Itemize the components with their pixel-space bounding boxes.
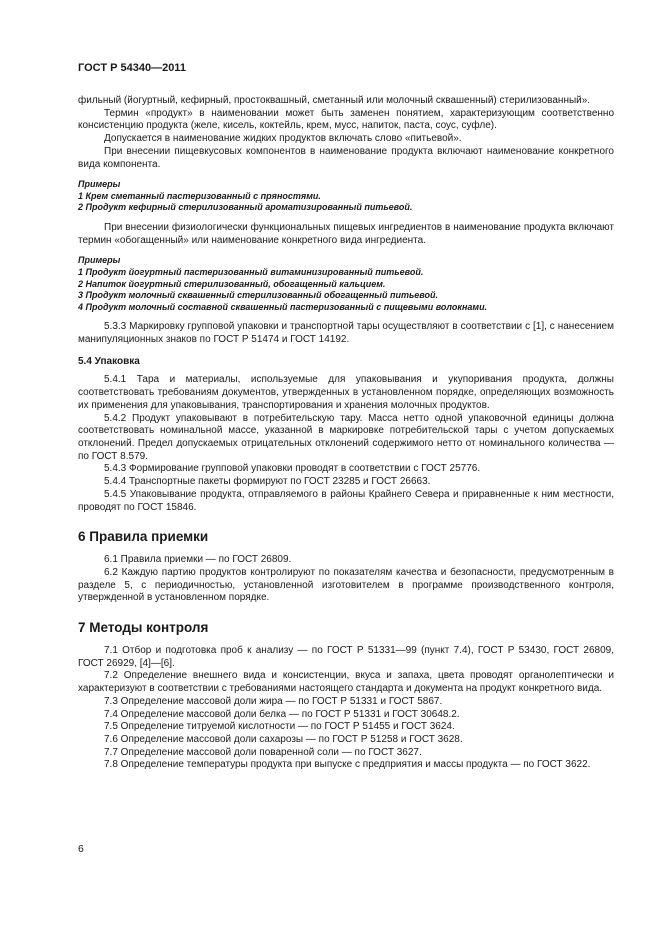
paragraph: 5.4.5 Упаковывание продукта, отправляемого в районы Крайнего Севера и приравненные к ним местности, проводят по ГОСТ 15846.	[78, 488, 614, 513]
examples-title: Примеры	[78, 179, 121, 190]
paragraph: 6.1 Правила приемки — по ГОСТ 26809.	[104, 554, 292, 566]
paragraph: При внесении пищевкусовых компонентов в наименование продукта включают наименование конкретного вида компонента.	[78, 145, 614, 170]
example-item: 4 Продукт молочный составной сквашенный пастеризованный с пищевыми волокнами.	[78, 301, 488, 312]
paragraph: 5.4.1 Тара и материалы, используемые для упаковывания и укупоривания продукта, должны соответствовать требованиям документов, утвержденных в установленном порядке, определяющих возможность их применения для упаковывания, транспортирования и хранения молочных продуктов.	[78, 374, 614, 411]
paragraph: 5.4.2 Продукт упаковывают в потребительскую тару. Масса нетто одной упаковочной единицы должна соответствовать номинальной массе, указанной в маркировке потребительской тары с учетом допускаемых отклонений. Предел допускаемых отрицательных отклонений содержимого нетто от номинального количества — по ГОСТ 8.579.	[78, 412, 614, 462]
example-item: 1 Крем сметанный пастеризованный с пряностями.	[78, 190, 321, 201]
example-item: 2 Напиток йогуртный стерилизованный, обогащенный кальцием.	[78, 278, 386, 289]
paragraph: Допускается в наименование жидких продуктов включать слово «питьевой».	[104, 133, 462, 145]
paragraph: 7.8 Определение температуры продукта при выпуске с предприятия и массы продукта — по ГОСТ 3622.	[104, 759, 591, 771]
section-title: 6 Правила приемки	[78, 529, 209, 545]
paragraph-5-3-3: 5.3.3 Маркировку групповой упаковки и транспортной тары осуществляют в соответствии с [1], с нанесением манипуляционных знаков по ГОСТ Р 51474 и ГОСТ 14192.	[78, 321, 614, 346]
example-item: 1 Продукт йогуртный пастеризованный витаминизированный питьевой.	[78, 267, 424, 277]
paragraph: Термин «продукт» в наименовании может быть заменен понятием, характеризующим соответственно консистенцию продукта (желе, кисель, коктейль, крем, мусс, напиток, паста, соус, суфле).	[78, 107, 614, 132]
paragraph: 5.4.4 Транспортные пакеты формируют по ГОСТ 23285 и ГОСТ 26663.	[104, 476, 431, 488]
page-number: 6	[78, 843, 84, 855]
paragraph: 7.1 Отбор и подготовка проб к анализу — по ГОСТ Р 51331—99 (пункт 7.4), ГОСТ Р 53430, ГОСТ 26809, ГОСТ 26929, [4]—[6].	[78, 645, 614, 669]
document-header: ГОСТ Р 54340—2011	[78, 62, 186, 74]
example-item: 3 Продукт молочный сквашенный стерилизованный обогащенный питьевой.	[78, 290, 439, 301]
paragraph: 7.5 Определение титруемой кислотности — по ГОСТ Р 51455 и ГОСТ 3624.	[104, 721, 455, 733]
examples-block-2	[78, 255, 614, 313]
paragraph: 7.7 Определение массовой доли поваренной соли — по ГОСТ 3627.	[104, 746, 422, 758]
paragraph: 7.6 Определение массовой доли сахарозы — по ГОСТ Р 51258 и ГОСТ 3628.	[104, 733, 463, 745]
paragraph: 7.3 Определение массовой доли жира — по ГОСТ Р 51331 и ГОСТ 5867.	[104, 695, 443, 707]
example-item: 2 Продукт кефирный стерилизованный ароматизированный питьевой.	[78, 202, 413, 213]
subsection-title: 5.4 Упаковка	[78, 355, 140, 367]
page-body	[78, 95, 614, 772]
examples-block-1	[78, 179, 614, 214]
paragraph: 7.4 Определение массовой доли белка — по ГОСТ Р 51331 и ГОСТ 30648.2.	[104, 708, 460, 720]
paragraph: 7.2 Определение внешнего вида и консистенции, вкуса и запаха, цвета проводят органолептически и характеризуют в соответствии с требованиями настоящего стандарта и документа на продукт конкретного вида.	[78, 670, 614, 695]
paragraph: фильный (йогуртный, кефирный, простоквашный, сметанный или молочный сквашенный) стерилизованный».	[78, 95, 591, 106]
paragraph: 6.2 Каждую партию продуктов контролируют по показателям качества и безопасности, предусмотренным в разделе 5, с периодичностью, установленной изготовителем в программе производственного контроля, утвержденной в установленном порядке.	[78, 566, 614, 604]
paragraph: При внесении физиологически функциональных пищевых ингредиентов в наименование продукта включают термин «обогащенный» или наименование конкретного вида ингредиента.	[78, 222, 614, 246]
examples-title: Примеры	[78, 255, 121, 266]
paragraph: 5.4.3 Формирование групповой упаковки проводят в соответствии с ГОСТ 25776.	[104, 463, 481, 475]
section-title: 7 Методы контроля	[78, 620, 209, 636]
